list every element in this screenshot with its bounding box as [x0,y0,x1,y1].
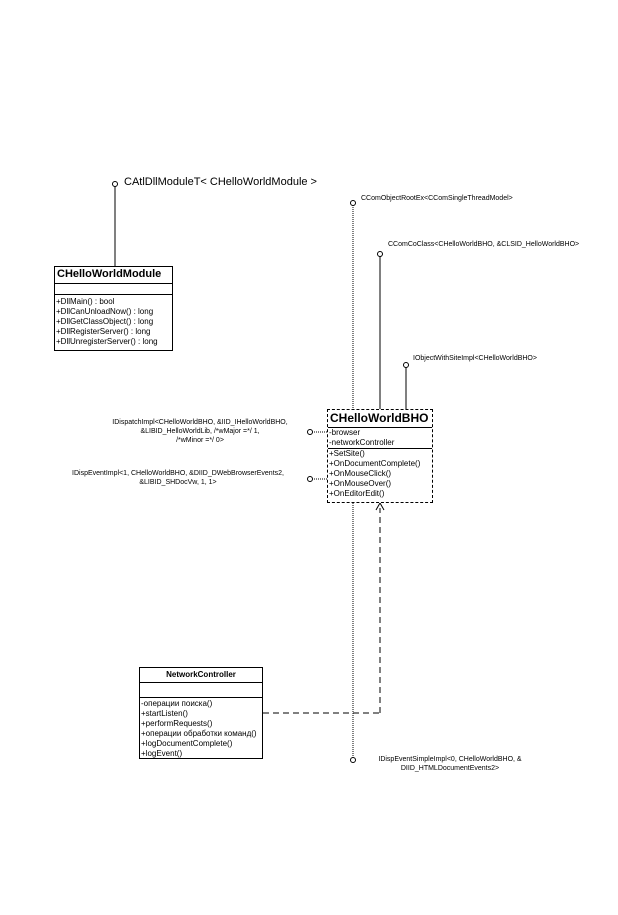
module-interface-lollipop [113,182,118,187]
idispatch-label-line-3: /*wMinor =*/ 0> [176,437,224,444]
module-operation: +DllCanUnloadNow() : long [56,307,154,316]
module-operation: +DllMain() : bool [56,297,115,306]
network-operation: +performRequests() [141,719,213,728]
bho-operation: +OnEditorEdit() [329,489,385,498]
bho-class-attributes [328,428,432,449]
network-class-attributes [140,683,262,698]
network-operation: +startListen() [141,709,188,718]
module-operation: +DllRegisterServer() : long [56,327,151,336]
network-class-box [139,667,263,759]
bho-attribute: -networkController [329,438,395,447]
module-operation: +DllUnregisterServer() : long [56,337,158,346]
network-operation: +logEvent() [141,749,183,758]
idispatch-lollipop [308,430,313,435]
network-operation: +logDocumentComplete() [141,739,233,748]
ccomcoclass-lollipop [378,252,383,257]
idispevent-label-line-1: IDispEventImpl<1, CHelloWorldBHO, &DIID_DWebBrowserEvents2, [72,470,284,477]
module-class-operations [55,295,172,347]
bho-attribute: -browser [329,428,361,437]
bho-operation: +OnDocumentComplete() [329,459,421,468]
bho-operation: +SetSite() [329,449,365,458]
bho-operation: +OnMouseClick() [329,469,392,478]
idispevent-lollipop [308,477,313,482]
idispatch-label [95,418,305,445]
module-template-label: CAtlDllModuleT< CHelloWorldModule > [124,176,317,188]
ccomobject-lollipop [351,201,356,206]
module-class-title: CHelloWorldModule [55,267,172,284]
bho-class-operations [328,449,432,499]
module-class-box [54,266,173,351]
module-class-attributes [55,284,172,295]
idispevent-label [52,469,304,487]
bho-class-box [327,409,433,503]
idispatch-label-line-1: IDispatchImpl<CHelloWorldBHO, &IID_IHelloWorldBHO, [112,419,288,426]
iobjectwithsite-lollipop [404,363,409,368]
idispeventsimple-label-line-2: DIID_HTMLDocumentEvents2> [400,765,500,772]
module-operation: +DllGetClassObject() : long [56,317,154,326]
network-operation: +операции обработки команд() [141,729,257,738]
ccomcoclass-label: CComCoClass<CHelloWorldBHO, &CLSID_HelloWorldBHO> [388,241,580,248]
bho-class-title: CHelloWorldBHO [328,410,432,428]
network-operation: -операции поиска() [141,699,213,708]
iobjectwithsite-label: IObjectWithSiteImpl<CHelloWorldBHO> [413,355,537,362]
network-class-operations [140,698,262,759]
idispatch-label-line-2: &LIBID_HelloWorldLib, /*wMajor =*/ 1, [140,428,260,435]
idispeventsimple-label-line-1: IDispEventSimpleImpl<0, CHelloWorldBHO, & [378,756,522,763]
ccomobject-label: CComObjectRootEx<CComSingleThreadModel> [361,195,513,202]
network-class-title: NetworkController [140,668,262,683]
bho-operation: +OnMouseOver() [329,479,392,488]
idispeventsimple-label [350,755,550,773]
idispevent-label-line-2: &LIBID_SHDocVw, 1, 1> [139,479,217,486]
